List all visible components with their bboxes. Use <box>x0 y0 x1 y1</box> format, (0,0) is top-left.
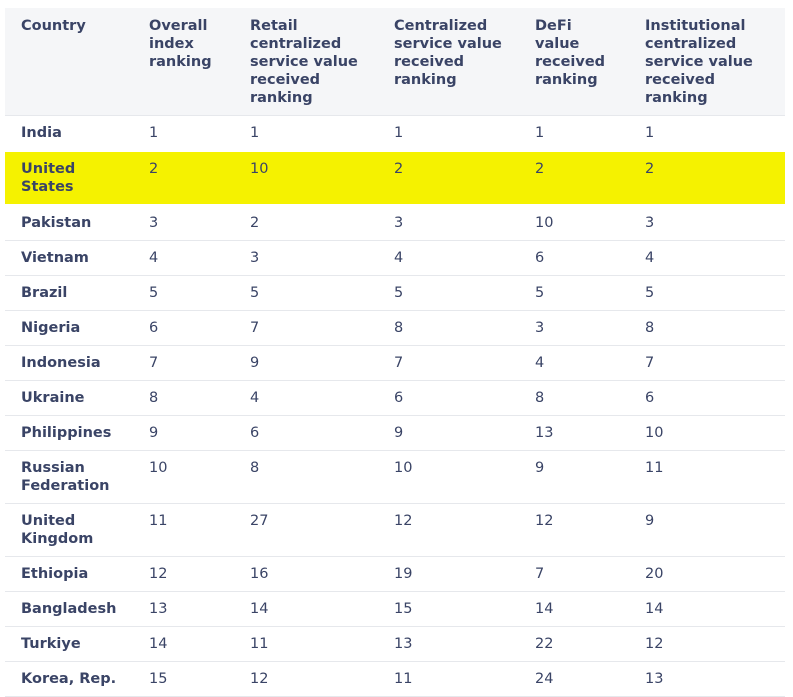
country-cell: Korea, Rep. <box>5 662 134 697</box>
retail-rank-cell: 12 <box>235 662 379 697</box>
defi-rank-cell: 13 <box>520 416 630 451</box>
country-cell: Philippines <box>5 416 134 451</box>
centralized-rank-cell: 3 <box>379 205 520 241</box>
country-ranking-table <box>5 8 785 697</box>
country-cell: United States <box>5 151 134 205</box>
retail-rank-cell: 2 <box>235 205 379 241</box>
overall-rank-cell: 7 <box>134 346 235 381</box>
retail-rank-cell: 9 <box>235 346 379 381</box>
table-header <box>5 8 785 116</box>
column-header-centralized-service-ranking: Centralized service value received ranking <box>379 8 520 116</box>
institutional-rank-cell: 10 <box>630 416 785 451</box>
table-row <box>5 627 785 662</box>
country-cell: Brazil <box>5 276 134 311</box>
institutional-rank-cell: 12 <box>630 627 785 662</box>
retail-rank-cell: 16 <box>235 557 379 592</box>
institutional-rank-cell: 5 <box>630 276 785 311</box>
centralized-rank-cell: 8 <box>379 311 520 346</box>
centralized-rank-cell: 15 <box>379 592 520 627</box>
ranking-table-container <box>5 8 785 697</box>
overall-rank-cell: 6 <box>134 311 235 346</box>
centralized-rank-cell: 7 <box>379 346 520 381</box>
defi-rank-cell: 8 <box>520 381 630 416</box>
retail-rank-cell: 4 <box>235 381 379 416</box>
overall-rank-cell: 8 <box>134 381 235 416</box>
defi-rank-cell: 4 <box>520 346 630 381</box>
country-cell: Ukraine <box>5 381 134 416</box>
defi-rank-cell: 1 <box>520 116 630 152</box>
defi-rank-cell: 10 <box>520 205 630 241</box>
table-row <box>5 557 785 592</box>
country-cell: United Kingdom <box>5 504 134 557</box>
overall-rank-cell: 4 <box>134 241 235 276</box>
centralized-rank-cell: 9 <box>379 416 520 451</box>
retail-rank-cell: 10 <box>235 151 379 205</box>
institutional-rank-cell: 3 <box>630 205 785 241</box>
overall-rank-cell: 15 <box>134 662 235 697</box>
overall-rank-cell: 11 <box>134 504 235 557</box>
table-row <box>5 205 785 241</box>
centralized-rank-cell: 10 <box>379 451 520 504</box>
institutional-rank-cell: 14 <box>630 592 785 627</box>
overall-rank-cell: 12 <box>134 557 235 592</box>
country-cell: Indonesia <box>5 346 134 381</box>
country-cell: India <box>5 116 134 152</box>
column-header-defi-ranking: DeFi value received ranking <box>520 8 630 116</box>
header-row <box>5 8 785 116</box>
table-row <box>5 346 785 381</box>
overall-rank-cell: 13 <box>134 592 235 627</box>
centralized-rank-cell: 2 <box>379 151 520 205</box>
institutional-rank-cell: 13 <box>630 662 785 697</box>
defi-rank-cell: 6 <box>520 241 630 276</box>
country-cell: Turkiye <box>5 627 134 662</box>
defi-rank-cell: 5 <box>520 276 630 311</box>
table-row <box>5 381 785 416</box>
institutional-rank-cell: 2 <box>630 151 785 205</box>
institutional-rank-cell: 7 <box>630 346 785 381</box>
defi-rank-cell: 3 <box>520 311 630 346</box>
institutional-rank-cell: 4 <box>630 241 785 276</box>
table-body <box>5 116 785 697</box>
retail-rank-cell: 7 <box>235 311 379 346</box>
table-row <box>5 592 785 627</box>
institutional-rank-cell: 20 <box>630 557 785 592</box>
retail-rank-cell: 1 <box>235 116 379 152</box>
retail-rank-cell: 8 <box>235 451 379 504</box>
overall-rank-cell: 14 <box>134 627 235 662</box>
retail-rank-cell: 3 <box>235 241 379 276</box>
table-row <box>5 276 785 311</box>
table-row <box>5 241 785 276</box>
column-header-country: Country <box>5 8 134 116</box>
institutional-rank-cell: 9 <box>630 504 785 557</box>
defi-rank-cell: 12 <box>520 504 630 557</box>
institutional-rank-cell: 1 <box>630 116 785 152</box>
country-cell: Vietnam <box>5 241 134 276</box>
defi-rank-cell: 22 <box>520 627 630 662</box>
defi-rank-cell: 7 <box>520 557 630 592</box>
centralized-rank-cell: 12 <box>379 504 520 557</box>
table-row <box>5 451 785 504</box>
centralized-rank-cell: 13 <box>379 627 520 662</box>
defi-rank-cell: 14 <box>520 592 630 627</box>
defi-rank-cell: 9 <box>520 451 630 504</box>
retail-rank-cell: 6 <box>235 416 379 451</box>
centralized-rank-cell: 6 <box>379 381 520 416</box>
country-cell: Bangladesh <box>5 592 134 627</box>
table-row <box>5 311 785 346</box>
centralized-rank-cell: 1 <box>379 116 520 152</box>
overall-rank-cell: 5 <box>134 276 235 311</box>
column-header-overall-index-ranking: Overall index ranking <box>134 8 235 116</box>
retail-rank-cell: 5 <box>235 276 379 311</box>
country-cell: Russian Federation <box>5 451 134 504</box>
retail-rank-cell: 14 <box>235 592 379 627</box>
defi-rank-cell: 2 <box>520 151 630 205</box>
retail-rank-cell: 27 <box>235 504 379 557</box>
centralized-rank-cell: 4 <box>379 241 520 276</box>
table-row <box>5 662 785 697</box>
table-row <box>5 504 785 557</box>
retail-rank-cell: 11 <box>235 627 379 662</box>
centralized-rank-cell: 5 <box>379 276 520 311</box>
overall-rank-cell: 3 <box>134 205 235 241</box>
table-row <box>5 116 785 152</box>
centralized-rank-cell: 11 <box>379 662 520 697</box>
overall-rank-cell: 1 <box>134 116 235 152</box>
table-row <box>5 416 785 451</box>
country-cell: Nigeria <box>5 311 134 346</box>
overall-rank-cell: 2 <box>134 151 235 205</box>
institutional-rank-cell: 11 <box>630 451 785 504</box>
country-cell: Ethiopia <box>5 557 134 592</box>
centralized-rank-cell: 19 <box>379 557 520 592</box>
defi-rank-cell: 24 <box>520 662 630 697</box>
table-row-highlighted <box>5 151 785 205</box>
country-cell: Pakistan <box>5 205 134 241</box>
column-header-institutional-ranking: Institutional centralized service value received ranking <box>630 8 785 116</box>
institutional-rank-cell: 6 <box>630 381 785 416</box>
column-header-retail-centralized-ranking: Retail centralized service value received ranking <box>235 8 379 116</box>
overall-rank-cell: 9 <box>134 416 235 451</box>
overall-rank-cell: 10 <box>134 451 235 504</box>
institutional-rank-cell: 8 <box>630 311 785 346</box>
